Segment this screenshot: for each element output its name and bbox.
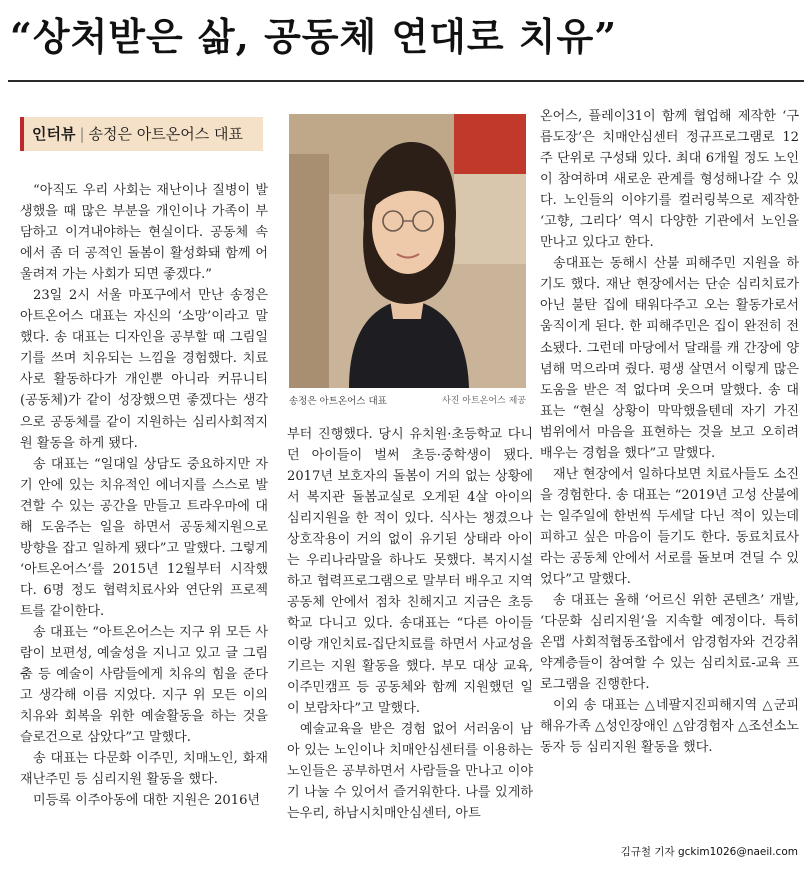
paragraph: 송 대표는 다문화 이주민, 치매노인, 화재 재난주민 등 심리지원 활동을 했다.	[20, 751, 268, 788]
paragraph: 23일 2시 서울 마포구에서 만난 송정은 아트온어스 대표는 자신의 ‘소망’이라고 말했다. 송 대표는 디자인을 공부할 때 그림일기를 쓰며 치유되는 느낌을 경험했다. 치료사로 활동하다가 개인뿐 아니라 커뮤니티(공동체)가 같이 성장했으면 좋겠다는 생각으로 공동체를 같이 지원하는 심리사회적지원 활동을 하게 됐다.	[20, 288, 268, 451]
headline-rule	[8, 80, 804, 82]
photo-caption-text: 송정은 아트온어스 대표	[289, 396, 387, 407]
photo-credit: 사진 아트온어스 제공	[442, 396, 526, 406]
paragraph: 온어스, 플레이31이 함께 협업해 제작한 ‘구름도장’은 치매안심센터 정규프로그램로 12주 단위로 구성돼 있다. 최대 6개월 정도 노인이 참여하며 새로운 관계를 형성해나갈 수 있다. 노인들의 이야기를 컬러링북으로 제작한 ‘고향, 그리다’ 역시 다양한 기관에서 노인을 만나고 있다고 한다.	[540, 109, 799, 251]
paragraph: “아직도 우리 사회는 재난이나 질병이 발생했을 때 많은 부분을 개인이나 가족이 부담하고 이겨내야하는 현실이다. 공동체 속에서 좀 더 공적인 돌봄이 활성화돼 함께 어울려져 가는 사회가 되면 좋겠다.”	[20, 183, 268, 283]
paragraph: 송 대표는 “일대일 상담도 중요하지만 자기 안에 있는 치유적인 에너지를 스스로 발견할 수 있는 공간을 만들고 트라우마에 대해 도움주는 일을 하면서 공동체지원으로 방향을 잡고 일하게 됐다”고 말했다. 그렇게 ‘아트온어스’를 2015년 12월부터 시작했다. 6명 정도 협력치료사와 연단위 프로젝트를 같이한다.	[20, 456, 268, 619]
paragraph: 송 대표는 올해 ‘어르신 위한 콘텐츠’ 개발, ‘다문화 심리지원’을 지속할 예정이다. 특히 온맵 사회적협동조합에서 암경험자와 건강취약계층들이 참여할 수 있는 심리치료-교육 프로그램을 진행한다.	[540, 593, 799, 693]
interview-tag	[20, 117, 263, 151]
paragraph: 재난 현장에서 일하다보면 치료사들도 소진을 경험한다. 송 대표는 “2019년 고성 산불에는 일주일에 한번씩 두세달 다닌 적이 있는데 피하고 싶은 마음이 들기도 한다. 동료치료사라는 공동체 안에서 서로를 돌보며 견딜 수 있었다”고 말했다.	[540, 466, 799, 588]
interviewee-photo	[289, 114, 526, 388]
paragraph: 송 대표는 “아트온어스는 지구 위 모든 사람이 보편성, 예술성을 지니고 있고 글 그림 춤 등 예술이 사람들에게 치유의 힘을 준다고 생각해 이름 지었다. 지구 위 모든 이의 치유와 회복을 위한 예술활동을 하는 것을 슬로건으로 삼았다”고 말했다.	[20, 624, 268, 746]
photo-caption	[289, 393, 526, 407]
portrait-image	[289, 114, 526, 388]
paragraph: 예술교육을 받은 경험 없어 서러움이 남아 있는 노인이나 치매안심센터를 이용하는 노인들은 공부하면서 사람들을 만나고 이야기 나눌 수 있어서 즐거워한다. 나를 있게하는우리, 하남시치매안심센터, 아트	[287, 721, 533, 821]
paragraph: 송대표는 동해시 산불 피해주민 지원을 하기도 했다. 재난 현장에서는 단순 심리치료가 아닌 불탄 집에 태워다주고 오는 활동가로서 움직이게 된다. 한 피해주민은 집이 완전히 전소됐다. 그런데 마당에서 달래를 캐 간장에 양념해 먹으라며 줬다. 평생 살면서 이렇게 많은 도움을 받은 적 없다며 웃으며 말했다. 송 대표는 “현실 상황이 막막했을텐데 자기 가진 범위에서 마음을 표현하는 것을 보고 오히려 배우는 경험을 했다”고 말했다.	[540, 256, 799, 461]
interview-subtitle: 송정은 아트온어스 대표	[88, 125, 243, 143]
paragraph: 미등록 이주아동에 대한 지원은 2016년	[33, 793, 261, 809]
article-column-1	[20, 180, 268, 811]
byline: 김규철 기자 gckim1026@naeil.com	[620, 846, 798, 858]
headline: “상처받은 삶, 공동체 연대로 치유”	[10, 14, 618, 59]
paragraph: 이외 송 대표는 △네팔지진피해지역 △군피해유가족 △성인장애인 △암경험자 △조선소노동자 등 심리지원 활동을 했다.	[540, 698, 799, 756]
tag-separator: |	[79, 125, 85, 143]
paragraph: 부터 진행했다. 당시 유치원·초등학교 다니던 아이들이 벌써 초등·중학생이 됐다. 2017년 보호자의 돌봄이 거의 없는 상황에서 복지관 돌봄교실로 오게된 4살 아이의 심리지원을 한 적이 있다. 식사는 챙겼으나 상호작용이 거의 없이 유기된 상태라 아이는 우리나라말을 하나도 못했다. 복지시설하고 협력프로그램으로 말부터 배우고 지역공동체 안에서 점차 친해지고 지금은 초등학교 다니고 있다. 송대표는 “다른 아이들이랑 개인치료-집단치료를 하면서 사교성을 기르는 지원 활동을 했다. 부모 대상 교육, 이주민캠프 등 공동체와 함께 지원했던 일이 보람차다”고 말했다.	[287, 427, 533, 716]
article-column-2	[287, 424, 533, 824]
article-column-3	[540, 106, 799, 758]
interview-label: 인터뷰	[32, 125, 76, 143]
